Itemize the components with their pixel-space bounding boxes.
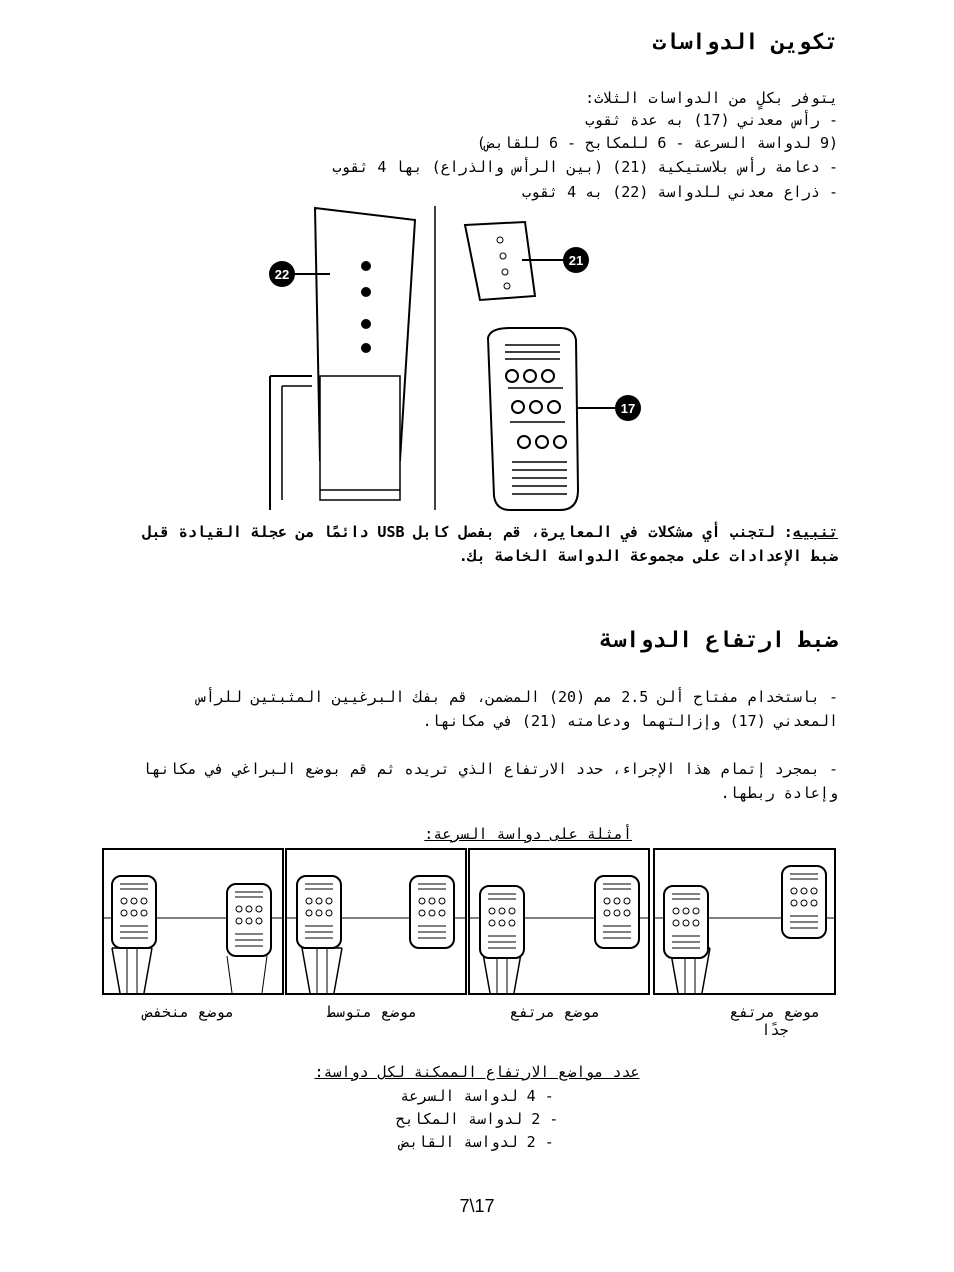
count-line: - 4 لدواسة السرعة [400,1087,554,1105]
bullet-line: (9 لدواسة السرعة - 6 للمكابح - 6 للقابض) [476,134,838,152]
warning-text: : لتجنب أي مشكلات في المعايرة، قم بفصل كابل USB دائمًا من عجلة القيادة قبل ضبط الإعدادات على مجموعة الدواسة الخاصة بك. [142,523,838,565]
count-title: عدد مواضع الارتفاع الممكنة لكل دواسة: [314,1063,640,1081]
section-title-pedal-height: ضبط ارتفاع الدواسة [599,628,838,653]
bullet-line: - دعامة رأس بلاستيكية (21) (بين الرأس والذراع) بها 4 ثقوب [332,158,838,176]
example-panel-very-high [654,849,835,994]
page-number: 17\7 [459,1196,495,1216]
intro-text: يتوفر بكلٍ من الدواسات الثلاث: [585,89,838,107]
example-label-high: موضع مرتفع [509,1003,601,1021]
warning-note [138,520,838,568]
instruction-paragraph: - باستخدام مفتاح ألن 2.5 مم (20) المضمن، قم بفك البرغيين المثبتين للرأس المعدني (17) وإزالتهما ودعامته (21) في مكانها. [196,688,838,730]
example-panel-high [469,849,649,994]
bullet-line: - رأس معدني (17) به عدة ثقوب [585,111,838,129]
count-line: - 2 لدواسة المكابح [395,1110,559,1128]
section-title-pedal-config: تكوين الدواسات [652,30,838,55]
example-label-low: موضع منخفض [143,1003,235,1021]
example-label-very-high: موضع مرتفع جدًا [729,1003,821,1039]
example-panel-medium [286,849,466,994]
examples-title: أمثلة على دواسة السرعة: [424,825,632,843]
example-panel-low [103,849,283,994]
svg-text:21: 21 [568,253,584,268]
page-number-wrap [0,1195,954,1219]
examples-illustration [102,848,837,996]
count-line: - 2 لدواسة القابض [400,1133,554,1151]
bullet-line: - ذراع معدني للدواسة (22) به 4 ثقوب [521,183,838,201]
count-title-wrap [0,1061,954,1084]
svg-text:17: 17 [620,401,636,416]
instruction-paragraph: - بمجرد إتمام هذا الإجراء، حدد الارتفاع الذي تريده ثم قم بوضع البراغي في مكانها وإعادة ربطها. [142,760,838,802]
warning-label: تنبيه [792,523,838,541]
pedal-components-illustration [260,200,660,520]
example-label-medium: موضع متوسط [326,1003,418,1021]
svg-text:22: 22 [274,267,290,282]
